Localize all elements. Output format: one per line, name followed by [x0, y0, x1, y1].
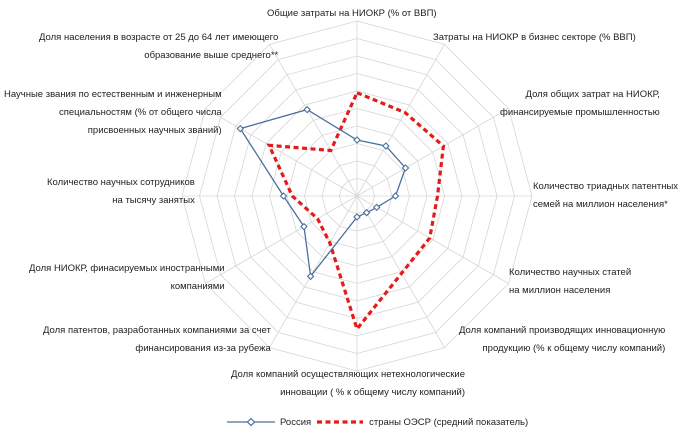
axis-label-11-line-2: специальностям (% от общего числа	[58, 107, 222, 118]
axis-label-9	[29, 260, 225, 296]
axis-label-4-line-2: семей на миллион населения*	[533, 199, 668, 210]
axis-label-3-line-1: Доля общих затрат на НИОКР,	[525, 89, 660, 100]
series-line-oecd	[269, 93, 443, 329]
legend-item-russia	[226, 416, 311, 428]
axis-label-3-line-2: финансируемые промышленностью	[500, 107, 660, 118]
axis-label-3	[500, 86, 660, 122]
point-russia-1	[354, 137, 360, 143]
axis-label-11-line-3: присвоенных научных званий)	[87, 125, 222, 136]
legend-item-oecd	[315, 416, 528, 428]
axis-label-6-line-2: продукцию (% к общему числу компаний)	[482, 343, 666, 354]
point-russia-12	[304, 107, 310, 113]
legend	[226, 414, 528, 430]
axis-label-10-line-1: Количество научных сотрудников	[47, 177, 195, 188]
grid-spoke-3	[357, 109, 509, 197]
legend-swatch-oecd	[315, 416, 365, 428]
axis-label-12-line-1: Доля населения в возрасте от 25 до 64 лет имеющего	[39, 32, 279, 43]
grid-spoke-9	[205, 196, 357, 284]
axis-label-6	[459, 322, 665, 358]
axis-label-12-line-2: образование выше среднего**	[144, 50, 279, 61]
point-russia-6	[364, 210, 370, 216]
axis-label-5-line-2: на миллион населения	[509, 285, 611, 296]
axis-label-2	[433, 29, 636, 47]
axis-label-10	[47, 174, 195, 210]
axis-label-8-line-1: Доля патентов, разработанных компаниями за счет	[43, 325, 271, 336]
point-russia-4	[393, 193, 399, 199]
axis-label-7-line-1: Доля компаний осуществляющих нетехнологические	[231, 369, 466, 380]
axis-label-9-line-1: Доля НИОКР, финасируемых иностранными	[29, 263, 225, 274]
axis-label-9-line-2: компаниями	[170, 281, 225, 292]
axis-label-12	[39, 29, 278, 65]
axis-label-11	[4, 86, 222, 140]
axis-label-1	[267, 5, 437, 23]
point-russia-5	[374, 204, 380, 210]
legend-swatch-russia	[226, 416, 276, 428]
axis-label-2-line-1: Затраты на НИОКР в бизнес секторе (% ВВП)	[433, 32, 636, 43]
axis-label-7-line-2: инновации ( % к общему числу компаний)	[280, 387, 466, 398]
axis-label-7	[231, 366, 465, 402]
axis-label-8-line-2: финансирования из-за рубежа	[135, 343, 271, 354]
axis-label-4-line-1: Количество триадных патентных	[533, 181, 679, 192]
axis-label-11-line-1: Научные звания по естественным и инженерным	[4, 89, 222, 100]
axis-label-8	[43, 322, 271, 358]
axis-label-6-line-1: Доля компаний производящих инновационную	[459, 325, 666, 336]
axis-label-1-line-1: Общие затраты на НИОКР (% от ВВП)	[267, 8, 437, 19]
grid-spoke-2	[357, 44, 445, 196]
grid-spoke-5	[357, 196, 509, 284]
grid-spoke-11	[205, 109, 357, 197]
axis-label-5-line-1: Количество научных статей	[509, 267, 632, 278]
axis-label-10-line-2: на тысячу занятых	[112, 195, 195, 206]
legend-label-russia: Россия	[280, 416, 312, 428]
axis-label-5	[509, 264, 631, 300]
legend-label-oecd: страны ОЭСР (средний показатель)	[369, 416, 529, 428]
grid-spoke-8	[270, 196, 358, 348]
axis-label-4	[533, 178, 678, 214]
